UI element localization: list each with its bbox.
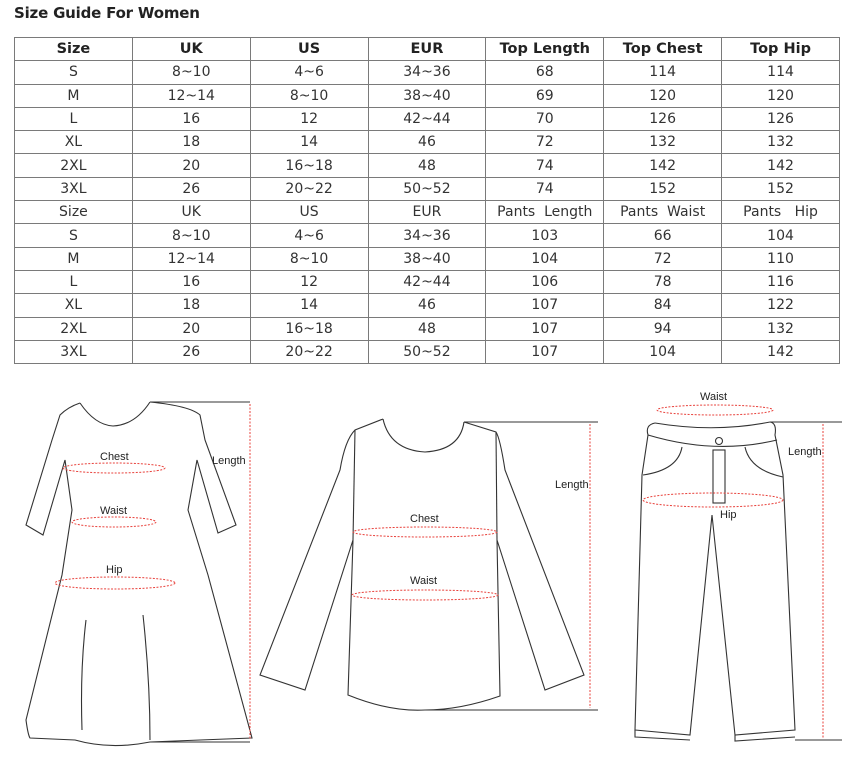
table-cell: 46: [368, 131, 486, 154]
table-cell: 12~14: [132, 84, 250, 107]
pants-header-row: [15, 201, 840, 224]
header-cell: Pants Waist: [604, 201, 722, 224]
table-cell: 120: [722, 84, 840, 107]
table-cell: 152: [604, 177, 722, 200]
header-cell: Top Hip: [722, 38, 840, 61]
header-cell: Size: [15, 38, 133, 61]
table-cell: 50~52: [368, 177, 486, 200]
table-cell: 142: [604, 154, 722, 177]
table-row: [15, 317, 840, 340]
table-cell: 120: [604, 84, 722, 107]
table-cell: S: [15, 61, 133, 84]
header-cell: Pants Length: [486, 201, 604, 224]
table-cell: 132: [604, 131, 722, 154]
table-cell: 66: [604, 224, 722, 247]
table-cell: 84: [604, 294, 722, 317]
table-cell: 50~52: [368, 340, 486, 363]
table-row: [15, 154, 840, 177]
dress-chest-label: Chest: [100, 451, 129, 463]
table-cell: 4~6: [250, 61, 368, 84]
table-header-row: [15, 38, 840, 61]
table-cell: 116: [722, 270, 840, 293]
table-row: [15, 270, 840, 293]
table-cell: 12~14: [132, 247, 250, 270]
table-cell: 110: [722, 247, 840, 270]
table-cell: 26: [132, 340, 250, 363]
pants-hip-label: Hip: [720, 509, 737, 521]
table-cell: 126: [604, 107, 722, 130]
table-row: [15, 61, 840, 84]
table-cell: 14: [250, 131, 368, 154]
table-cell: 20: [132, 154, 250, 177]
table-cell: 3XL: [15, 177, 133, 200]
table-cell: 18: [132, 294, 250, 317]
table-cell: 68: [486, 61, 604, 84]
pants-waist-label: Waist: [700, 391, 728, 403]
page-title: Size Guide For Women: [14, 4, 200, 22]
table-cell: 34~36: [368, 224, 486, 247]
table-cell: 18: [132, 131, 250, 154]
table-cell: 74: [486, 154, 604, 177]
table-cell: 38~40: [368, 84, 486, 107]
table-cell: 69: [486, 84, 604, 107]
top-diagram: [250, 410, 610, 720]
dress-diagram: [0, 380, 270, 765]
header-cell: UK: [132, 38, 250, 61]
table-cell: 34~36: [368, 61, 486, 84]
dress-length-label: Length: [212, 455, 246, 467]
table-cell: 78: [604, 270, 722, 293]
table-cell: 3XL: [15, 340, 133, 363]
table-cell: 104: [722, 224, 840, 247]
table-cell: 114: [722, 61, 840, 84]
header-cell: US: [250, 38, 368, 61]
table-cell: S: [15, 224, 133, 247]
table-cell: 42~44: [368, 107, 486, 130]
size-table: [14, 37, 840, 364]
table-cell: 74: [486, 177, 604, 200]
header-cell: Pants Hip: [722, 201, 840, 224]
table-cell: 70: [486, 107, 604, 130]
table-cell: 107: [486, 340, 604, 363]
table-cell: M: [15, 84, 133, 107]
table-cell: 126: [722, 107, 840, 130]
header-cell: EUR: [368, 201, 486, 224]
header-cell: UK: [132, 201, 250, 224]
table-cell: 107: [486, 317, 604, 340]
table-cell: 38~40: [368, 247, 486, 270]
table-cell: 142: [722, 340, 840, 363]
table-cell: 12: [250, 270, 368, 293]
header-cell: US: [250, 201, 368, 224]
table-cell: 103: [486, 224, 604, 247]
header-cell: EUR: [368, 38, 486, 61]
table-cell: 8~10: [250, 247, 368, 270]
table-row: [15, 131, 840, 154]
table-row: [15, 294, 840, 317]
table-cell: 48: [368, 154, 486, 177]
table-row: [15, 340, 840, 363]
table-row: [15, 177, 840, 200]
table-cell: 12: [250, 107, 368, 130]
table-cell: 48: [368, 317, 486, 340]
table-cell: 94: [604, 317, 722, 340]
table-cell: 46: [368, 294, 486, 317]
header-cell: Size: [15, 201, 133, 224]
header-cell: Top Length: [486, 38, 604, 61]
table-cell: L: [15, 107, 133, 130]
table-cell: 2XL: [15, 317, 133, 340]
table-cell: 132: [722, 131, 840, 154]
table-cell: 142: [722, 154, 840, 177]
table-cell: M: [15, 247, 133, 270]
top-length-label: Length: [555, 479, 589, 491]
table-row: [15, 107, 840, 130]
table-cell: 26: [132, 177, 250, 200]
table-cell: 72: [486, 131, 604, 154]
table-cell: 132: [722, 317, 840, 340]
table-cell: 16~18: [250, 154, 368, 177]
table-cell: 8~10: [132, 61, 250, 84]
table-cell: XL: [15, 294, 133, 317]
dress-waist-label: Waist: [100, 505, 128, 517]
top-waist-label: Waist: [410, 575, 438, 587]
table-cell: 4~6: [250, 224, 368, 247]
table-cell: 20: [132, 317, 250, 340]
table-cell: 104: [604, 340, 722, 363]
table-cell: 122: [722, 294, 840, 317]
pants-length-label: Length: [788, 446, 822, 458]
table-cell: 42~44: [368, 270, 486, 293]
table-cell: 2XL: [15, 154, 133, 177]
table-cell: 152: [722, 177, 840, 200]
table-cell: 104: [486, 247, 604, 270]
pants-diagram: [620, 385, 862, 765]
table-cell: 106: [486, 270, 604, 293]
table-cell: 16: [132, 107, 250, 130]
dress-hip-label: Hip: [106, 564, 123, 576]
top-chest-label: Chest: [410, 513, 439, 525]
table-row: [15, 84, 840, 107]
table-row: [15, 247, 840, 270]
table-cell: 14: [250, 294, 368, 317]
table-cell: XL: [15, 131, 133, 154]
table-cell: 8~10: [132, 224, 250, 247]
table-row: [15, 224, 840, 247]
table-cell: 107: [486, 294, 604, 317]
table-cell: 16~18: [250, 317, 368, 340]
header-cell: Top Chest: [604, 38, 722, 61]
table-cell: 20~22: [250, 340, 368, 363]
table-cell: 8~10: [250, 84, 368, 107]
table-cell: 114: [604, 61, 722, 84]
table-cell: 72: [604, 247, 722, 270]
table-cell: 20~22: [250, 177, 368, 200]
table-cell: 16: [132, 270, 250, 293]
table-cell: L: [15, 270, 133, 293]
